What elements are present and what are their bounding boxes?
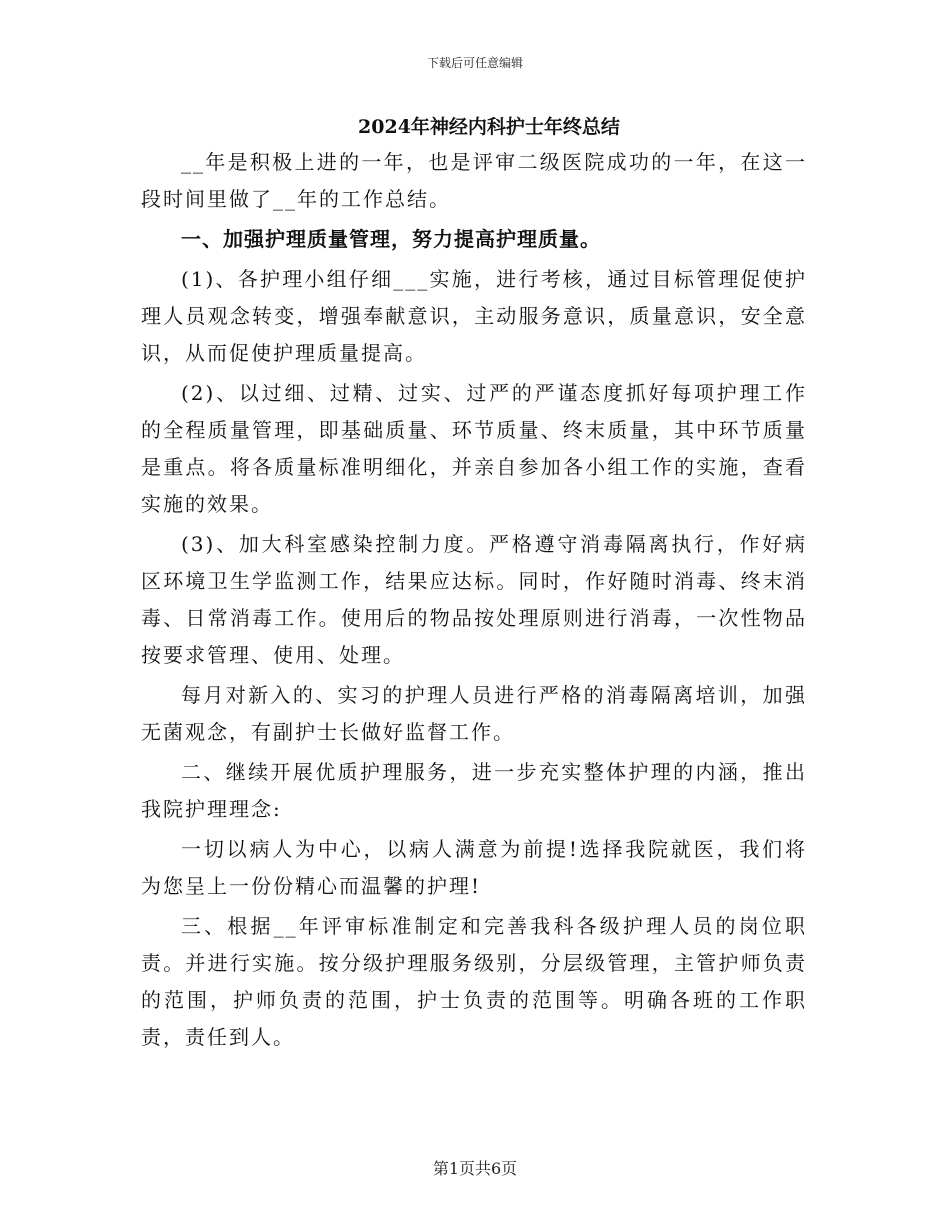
section-heading-2: 二、继续开展优质护理服务，进一步充实整体护理的内涵，推出我院护理理念: [141, 760, 807, 821]
section-heading-3: 三、根据__年评审标准制定和完善我科各级护理人员的岗位职责。并进行实施。按分级护理服务级别，分层级管理，主管护师负责的范围，护师负责的范围，护士负责的范围等。明确各班的工作职责，责任到人。 [141, 914, 807, 1049]
page-number: 第1页共6页 [432, 1159, 518, 1178]
header-note: 下载后可任意编辑 [426, 56, 523, 70]
paragraph-item-3: (3)、加大科室感染控制力度。严格遵守消毒隔离执行，作好病区环境卫生学监测工作，结果应达标。同时，作好随时消毒、终末消毒、日常消毒工作。使用后的物品按处理原则进行消毒，一次性物品按要求管理、使用、处理。 [141, 532, 807, 667]
section-heading-1: 一、加强护理质量管理，努力提高护理质量。 [181, 227, 601, 251]
document-body [141, 110, 807, 1059]
paragraph-item-1: (1)、各护理小组仔细___实施，进行考核，通过目标管理促使护理人员观念转变，增强奉献意识，主动服务意识，质量意识，安全意识，从而促使护理质量提高。 [141, 267, 807, 365]
document-title: 2024年神经内科护士年终总结 [358, 116, 620, 138]
paragraph-intro: __年是积极上进的一年，也是评审二级医院成功的一年，在这一段时间里做了__年的工作总结。 [141, 150, 807, 211]
paragraph-training: 每月对新入的、实习的护理人员进行严格的消毒隔离培训，加强无菌观念，有副护士长做好监督工作。 [141, 683, 807, 744]
paragraph-item-2: (2)、以过细、过精、过实、过严的严谨态度抓好每项护理工作的全程质量管理，即基础质量、环节质量、终末质量，其中环节质量是重点。将各质量标准明细化，并亲自参加各小组工作的实施，查看实施的效果。 [141, 381, 807, 516]
paragraph-philosophy: 一切以病人为中心，以病人满意为前提!选择我院就医，我们将为您呈上一份份精心而温馨的护理! [141, 837, 807, 898]
